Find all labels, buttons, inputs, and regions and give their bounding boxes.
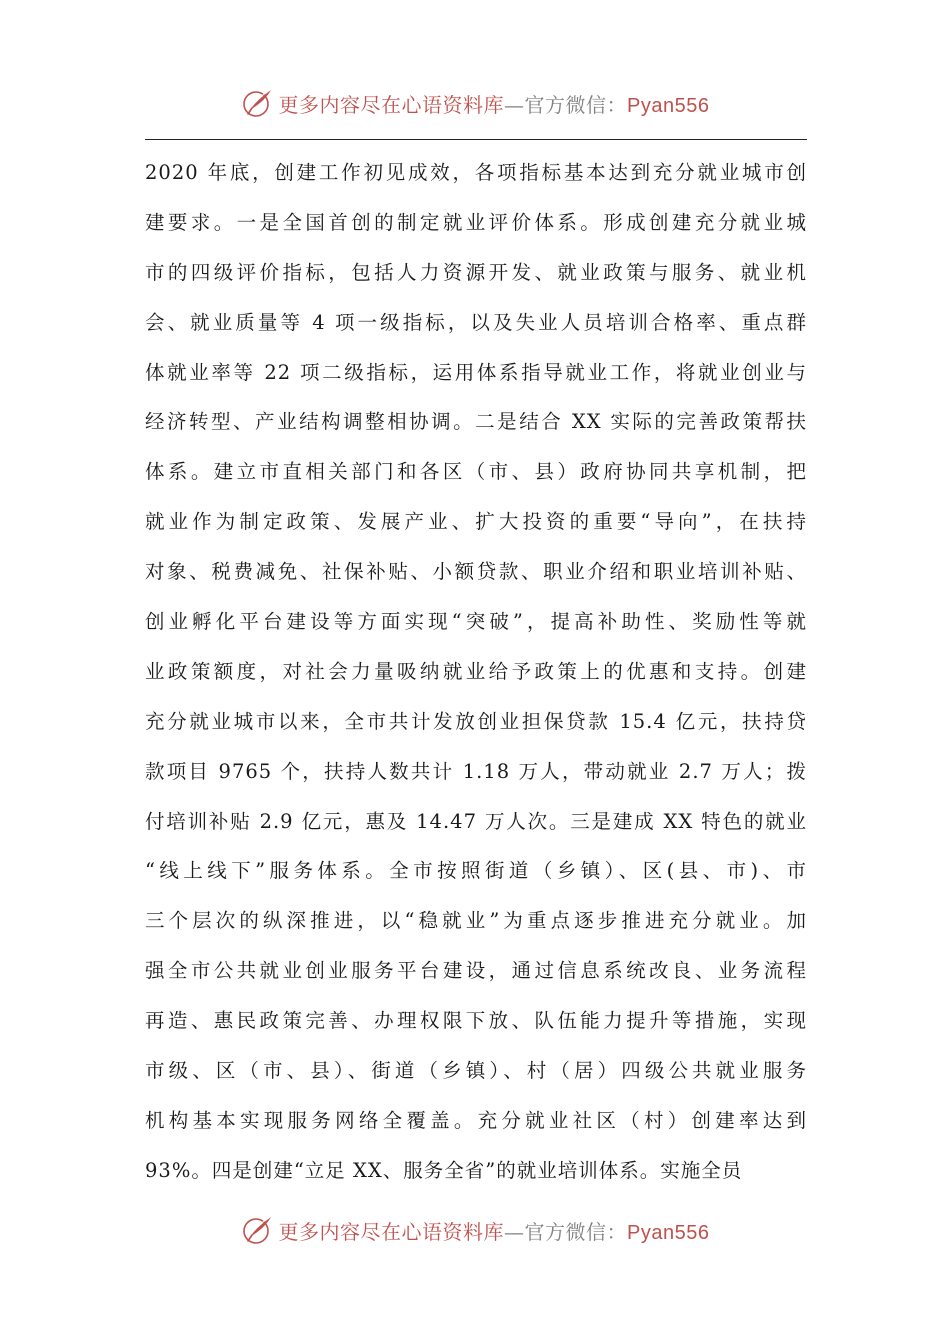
body-line: 体就业率等 22 项二级指标，运用体系指导就业工作，将就业创业与 bbox=[145, 360, 807, 384]
body-line: 创业孵化平台建设等方面实现“突破”，提高补助性、奖励性等就 bbox=[145, 610, 807, 634]
footer-wechat-id: Pyan556 bbox=[627, 1221, 710, 1244]
header-banner-main: 更多内容尽在心语资料库 bbox=[278, 92, 505, 117]
body-line: 付培训补贴 2.9 亿元，惠及 14.47 万人次。三是建成 XX 特色的就业 bbox=[145, 809, 807, 833]
header-wechat-id: Pyan556 bbox=[627, 94, 710, 117]
body-line: 机构基本实现服务网络全覆盖。充分就业社区（村）创建率达到 bbox=[145, 1108, 807, 1132]
header-wechat-label: 官方微信： bbox=[524, 92, 628, 117]
body-line: 强全市公共就业创业服务平台建设，通过信息系统改良、业务流程 bbox=[145, 959, 807, 983]
body-line: 三个层次的纵深推进，以“稳就业”为重点逐步推进充分就业。加 bbox=[145, 909, 807, 933]
quill-logo-icon bbox=[241, 1213, 275, 1247]
body-line: 建要求。一是全国首创的制定就业评价体系。形成创建充分就业城 bbox=[145, 210, 807, 234]
body-line: 市的四级评价指标，包括人力资源开发、就业政策与服务、就业机 bbox=[145, 260, 807, 284]
footer-banner-text bbox=[279, 1216, 710, 1245]
footer-banner bbox=[0, 1210, 950, 1250]
body-line: 2020 年底，创建工作初见成效，各项指标基本达到充分就业城市创 bbox=[145, 161, 807, 184]
footer-wechat-label: 官方微信： bbox=[524, 1219, 628, 1244]
header-banner bbox=[0, 83, 950, 123]
header-banner-separator: — bbox=[504, 92, 525, 117]
quill-logo-icon bbox=[241, 86, 275, 120]
body-line: 会、就业质量等 4 项一级指标，以及失业人员培训合格率、重点群 bbox=[145, 310, 807, 334]
footer-banner-separator: — bbox=[504, 1219, 525, 1244]
body-line: 93%。四是创建“立足 XX、服务全省”的就业培训体系。实施全员 bbox=[145, 1158, 743, 1182]
footer-banner-main: 更多内容尽在心语资料库 bbox=[278, 1219, 505, 1244]
body-line: 就业作为制定政策、发展产业、扩大投资的重要“导向”，在扶持 bbox=[145, 510, 807, 534]
body-line: 再造、惠民政策完善、办理权限下放、队伍能力提升等措施，实现 bbox=[145, 1009, 807, 1033]
body-line: 经济转型、产业结构调整相协调。二是结合 XX 实际的完善政策帮扶 bbox=[145, 410, 807, 434]
body-line: 充分就业城市以来，全市共计发放创业担保贷款 15.4 亿元，扶持贷 bbox=[145, 709, 807, 733]
body-line: “线上线下”服务体系。全市按照街道（乡镇）、区(县、市)、市 bbox=[145, 859, 807, 883]
body-line: 款项目 9765 个，扶持人数共计 1.18 万人，带动就业 2.7 万人；拨 bbox=[145, 759, 807, 783]
body-line: 业政策额度，对社会力量吸纳就业给予政策上的优惠和支持。创建 bbox=[145, 659, 807, 683]
header-divider bbox=[145, 139, 807, 140]
body-line: 市级、区（市、县）、街道（乡镇）、村（居）四级公共就业服务 bbox=[145, 1059, 807, 1083]
body-line: 体系。建立市直相关部门和各区（市、县）政府协同共享机制，把 bbox=[145, 460, 807, 484]
document-body bbox=[145, 148, 807, 1196]
header-banner-text bbox=[279, 89, 710, 118]
body-line: 对象、税费减免、社保补贴、小额贷款、职业介绍和职业培训补贴、 bbox=[145, 560, 807, 584]
